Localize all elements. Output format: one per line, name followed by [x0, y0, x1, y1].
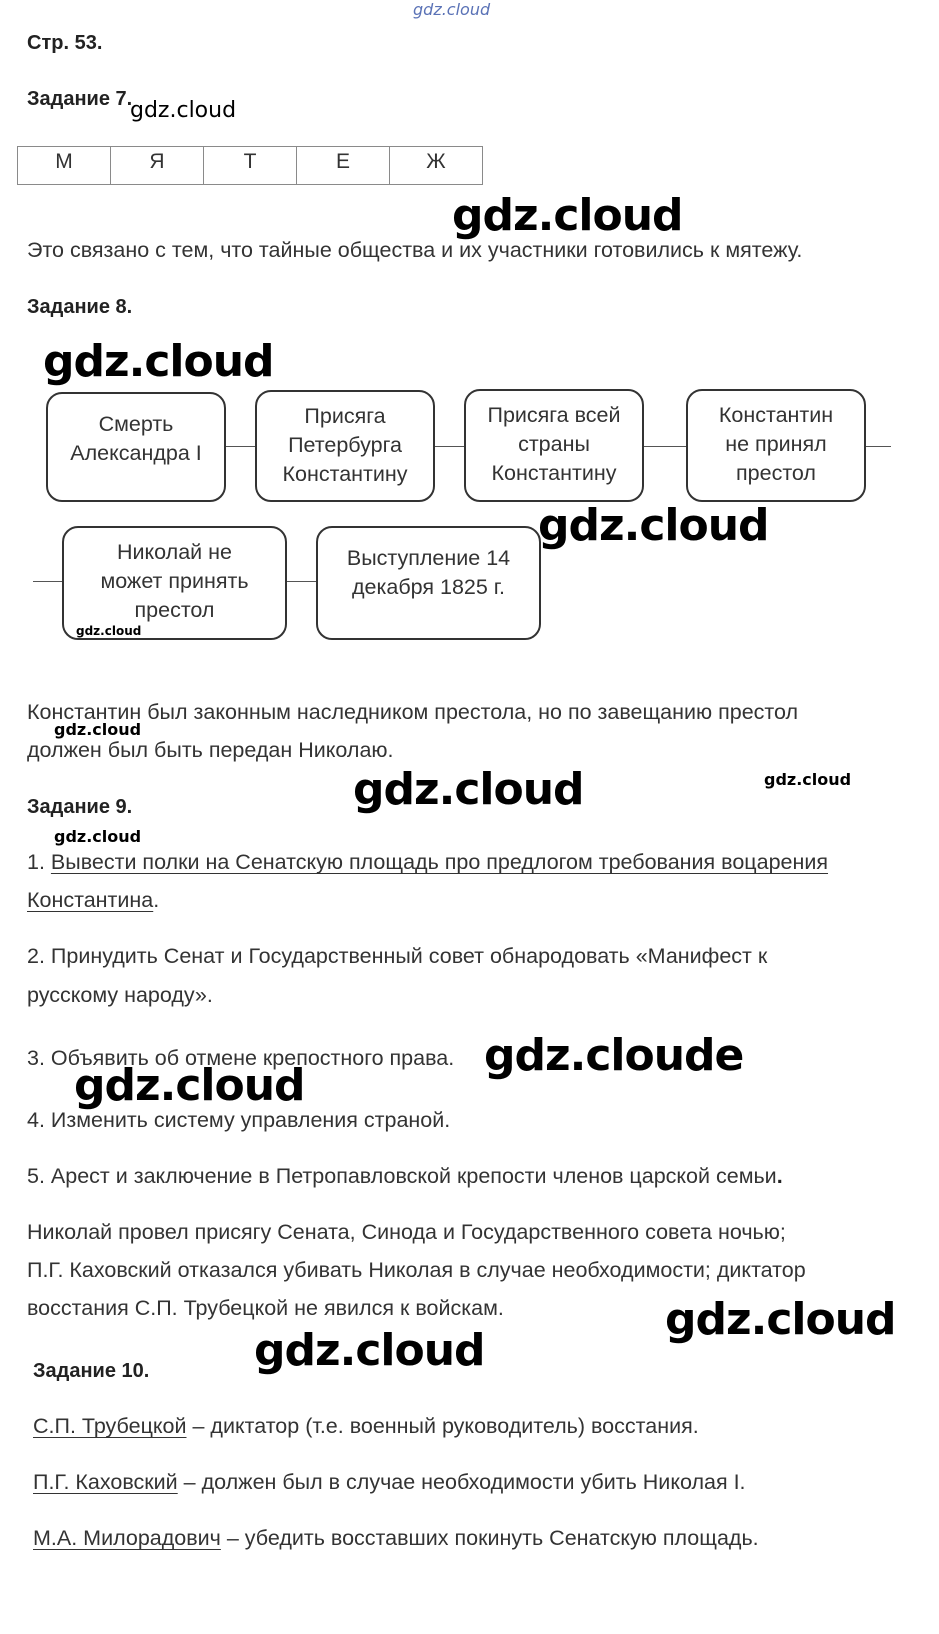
watermark: gdz.cloud — [538, 500, 769, 551]
task10-title: Задание 10. — [33, 1360, 150, 1382]
task7-text: Это связано с тем, что тайные общества и их участники готовились к мятежу. — [27, 238, 803, 262]
task8-title: Задание 8. — [27, 296, 133, 318]
watermark: gdz.cloud — [43, 336, 274, 387]
connector-line — [225, 446, 256, 447]
page-reference: Стр. 53. — [27, 32, 103, 54]
task9-para-line2: П.Г. Каховский отказался убивать Николая в случае необходимости; диктатор — [27, 1258, 806, 1282]
connector-line — [434, 446, 465, 447]
task9-para-line1: Николай провел присягу Сената, Синода и Государственного совета ночью; — [27, 1220, 786, 1244]
letter-cell: Я — [111, 147, 204, 185]
watermark: gdz.cloude — [484, 1030, 744, 1081]
connector-line — [33, 581, 63, 582]
letter-cell: Е — [297, 147, 390, 185]
watermark: gdz.cloud — [353, 764, 584, 815]
watermark: gdz.cloud — [54, 827, 142, 846]
task9-title: Задание 9. — [27, 796, 133, 818]
task9-item2-line2: русскому народу». — [27, 983, 213, 1007]
item1-underlined: Вывести полки на Сенатскую площадь про предлогом требования воцарения — [50, 850, 829, 874]
flow-box-petersburg-oath: Присяга Петербурга Константину — [255, 390, 435, 502]
connector-line — [643, 446, 687, 447]
watermark: gdz.cloud — [764, 770, 852, 789]
task9-item1-line1 — [27, 850, 828, 875]
letter-cell: Ж — [390, 147, 483, 185]
item-number: 1. — [27, 850, 45, 874]
watermark-top: gdz.cloud — [413, 0, 491, 19]
task10-row — [33, 1526, 759, 1551]
person-role: – убедить восставших покинуть Сенатскую площадь. — [220, 1526, 759, 1550]
task8-text-line2: должен был быть передан Николаю. — [27, 738, 394, 762]
connector-line — [286, 581, 317, 582]
flow-box-constantine-refused: Константин не принял престол — [686, 389, 866, 502]
task9-item5 — [27, 1164, 783, 1189]
item1-period: . — [153, 888, 160, 912]
item1-underlined-cont: Константина — [27, 888, 154, 912]
watermark: gdz.cloud — [254, 1325, 485, 1376]
flow-box-country-oath: Присяга всей страны Константину — [464, 389, 644, 502]
watermark: gdz.cloud — [54, 720, 142, 739]
task9-item4: 4. Изменить систему управления страной. — [27, 1108, 451, 1132]
flow-box-uprising: Выступление 14 декабря 1825 г. — [316, 526, 541, 640]
watermark: gdz.cloud — [665, 1294, 896, 1345]
task7-title: Задание 7. — [27, 88, 133, 110]
task9-item1-line2 — [27, 888, 159, 913]
letter-cell: М — [18, 147, 111, 185]
person-role: – диктатор (т.е. военный руководитель) восстания. — [186, 1414, 699, 1438]
watermark: gdz.cloud — [130, 98, 237, 123]
task9-item2-line1: 2. Принудить Сенат и Государственный совет обнародовать «Манифест к — [27, 944, 768, 968]
person-name: М.А. Милорадович — [33, 1526, 221, 1550]
answer-word-grid — [17, 146, 483, 185]
person-name: С.П. Трубецкой — [33, 1414, 187, 1438]
person-name: П.Г. Каховский — [33, 1470, 178, 1494]
task9-para-line3: восстания С.П. Трубецкой не явился к войскам. — [27, 1296, 504, 1320]
task8-text-line1: Константин был законным наследником престола, но по завещанию престол — [27, 700, 799, 724]
letter-cell: Т — [204, 147, 297, 185]
task9-item3: 3. Объявить об отмене крепостного права. — [27, 1046, 455, 1070]
item5-period: . — [776, 1164, 783, 1188]
flow-box-death-alexander: Смерть Александра I — [46, 392, 226, 502]
person-role: – должен был в случае необходимости убить Николая I. — [177, 1470, 746, 1494]
task10-row — [33, 1470, 746, 1495]
watermark: gdz.cloud — [74, 1060, 305, 1111]
watermark: gdz.cloud — [452, 190, 683, 241]
flow-box-nicholas-cannot: Николай не может принять престол — [62, 526, 287, 640]
item5-text: 5. Арест и заключение в Петропавловской крепости членов царской семьи — [27, 1164, 777, 1188]
task10-row — [33, 1414, 699, 1439]
connector-line — [865, 446, 891, 447]
watermark: gdz.cloud — [76, 624, 142, 638]
